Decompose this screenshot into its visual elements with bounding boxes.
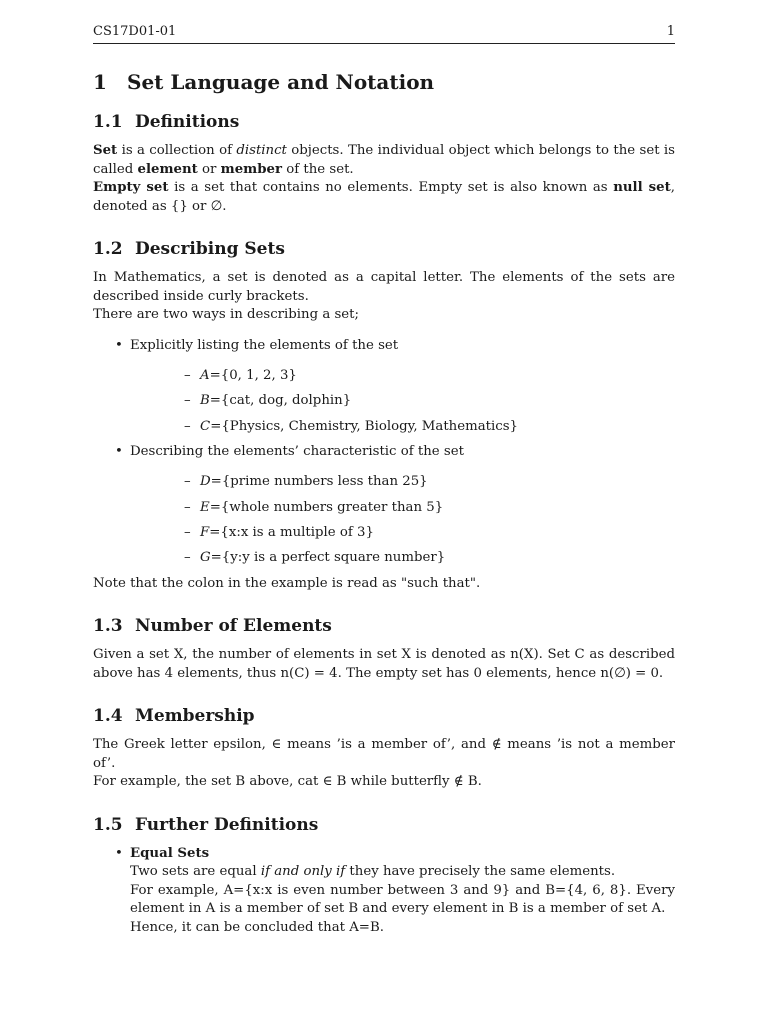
subsection-1-3-heading [93,615,675,637]
list-item [130,392,675,411]
describing-sets-paragraph: In Mathematics, a set is denoted as a capital letter. The elements of the sets are described inside curly brackets. [93,270,675,304]
subsection-number: 1.5 [93,814,123,835]
term-set: Set [93,143,118,158]
definition-set-paragraph [93,142,675,179]
bullet-icon: • [115,443,123,459]
subsection-1-2-heading [93,238,675,260]
set-variable: A [200,368,210,383]
sublist [130,473,675,567]
equal-sets-example: For example, A={x:x is even number between 3 and 9} and B={4, 6, 8}. Every element in A is a member of set B and every element in B is a member of set A. [130,882,675,917]
list-item [130,473,675,492]
dash-icon: – [184,474,191,490]
membership-example: For example, the set B above, cat ∈ B while butterfly ∉ B. [93,774,482,790]
section-1-heading [93,70,675,94]
list-item [130,418,675,437]
equal-sets-conclusion: Hence, it can be concluded that A=B. [130,919,384,935]
list-item [130,524,675,543]
number-of-elements-paragraph: Given a set X, the number of elements in set X is denoted as n(X). Set C as described above has 4 elements, thus n(C) = 4. The empty set has 0 elements, hence n(∅) = 0. [93,647,675,681]
document-page [93,24,675,937]
text: of the set. [282,161,354,177]
list-item [130,549,675,568]
set-elements: ={prime numbers less than 25} [210,474,428,490]
term-null-set: null set [613,180,671,195]
subsection-1-5-heading [93,814,675,836]
two-ways-paragraph: There are two ways in describing a set; [93,307,360,322]
subsection-title: Number of Elements [135,616,332,637]
dash-icon: – [184,393,191,409]
text: is a collection of [117,143,237,158]
running-header [93,24,675,44]
subsection-1-1-heading [93,111,675,133]
set-elements: ={0, 1, 2, 3} [209,368,297,383]
subsection-title: Definitions [135,112,240,132]
set-elements: ={cat, dog, dolphin} [209,393,352,409]
text: , denoted as {} or ∅. [93,180,675,214]
subsection-1-4-heading [93,705,675,727]
dash-icon: – [184,550,191,566]
set-variable: E [200,499,210,515]
colon-note: Note that the colon in the example is read as "such that". [93,575,481,591]
section-title: Set Language and Notation [127,70,435,94]
list-item [93,443,675,568]
term-empty-set: Empty set [93,180,169,195]
set-elements: ={x:x is a multiple of 3} [209,524,374,540]
set-variable: B [200,393,210,409]
membership-paragraph: The Greek letter epsilon, ∈ means ’is a member of’, and ∉ means ’is not a member of’. [93,737,675,771]
describing-methods-list [93,337,675,568]
subsection-number: 1.2 [93,239,123,259]
term-equal-sets: Equal Sets [130,845,210,861]
set-variable: C [200,418,211,434]
subsection-number: 1.3 [93,616,123,637]
dash-icon: – [184,499,191,515]
bullet-text: Describing the elements’ characteristic of the set [130,443,464,459]
dash-icon: – [184,524,191,540]
set-elements: ={Physics, Chemistry, Biology, Mathematics} [210,418,518,434]
course-code: CS17D01-01 [93,24,177,39]
set-elements: ={whole numbers greater than 5} [209,499,444,515]
bullet-text: Explicitly listing the elements of the set [130,337,399,353]
set-elements: ={y:y is a perfect square number} [210,550,446,566]
subsection-title: Describing Sets [135,239,285,259]
section-number: 1 [93,70,107,94]
text: or [197,161,221,177]
text: Two sets are equal [130,864,261,880]
term-element: element [137,161,198,177]
definition-empty-set-paragraph [93,179,675,216]
dash-icon: – [184,368,191,383]
page-number: 1 [666,24,675,39]
list-item [93,337,675,437]
subsection-title: Further Definitions [135,814,319,835]
sublist [130,367,675,436]
text: is a set that contains no elements. Empty set is also known as [168,180,614,195]
text: objects. The individual object which belongs to the set is called [93,143,675,177]
set-variable: F [200,524,210,540]
emphasis-distinct: distinct [236,143,287,158]
emphasis-iff: if and only if [260,864,346,880]
text: they have precisely the same elements. [345,864,616,880]
list-item [93,845,675,938]
bullet-icon: • [115,845,123,861]
list-item [130,499,675,518]
set-variable: D [200,474,211,490]
subsection-title: Membership [135,706,255,727]
bullet-icon: • [115,337,123,353]
subsection-number: 1.1 [93,112,123,132]
list-item [130,367,675,386]
further-definitions-list [93,845,675,938]
subsection-number: 1.4 [93,706,123,727]
term-member: member [220,161,283,177]
dash-icon: – [184,418,191,434]
set-variable: G [200,550,211,566]
